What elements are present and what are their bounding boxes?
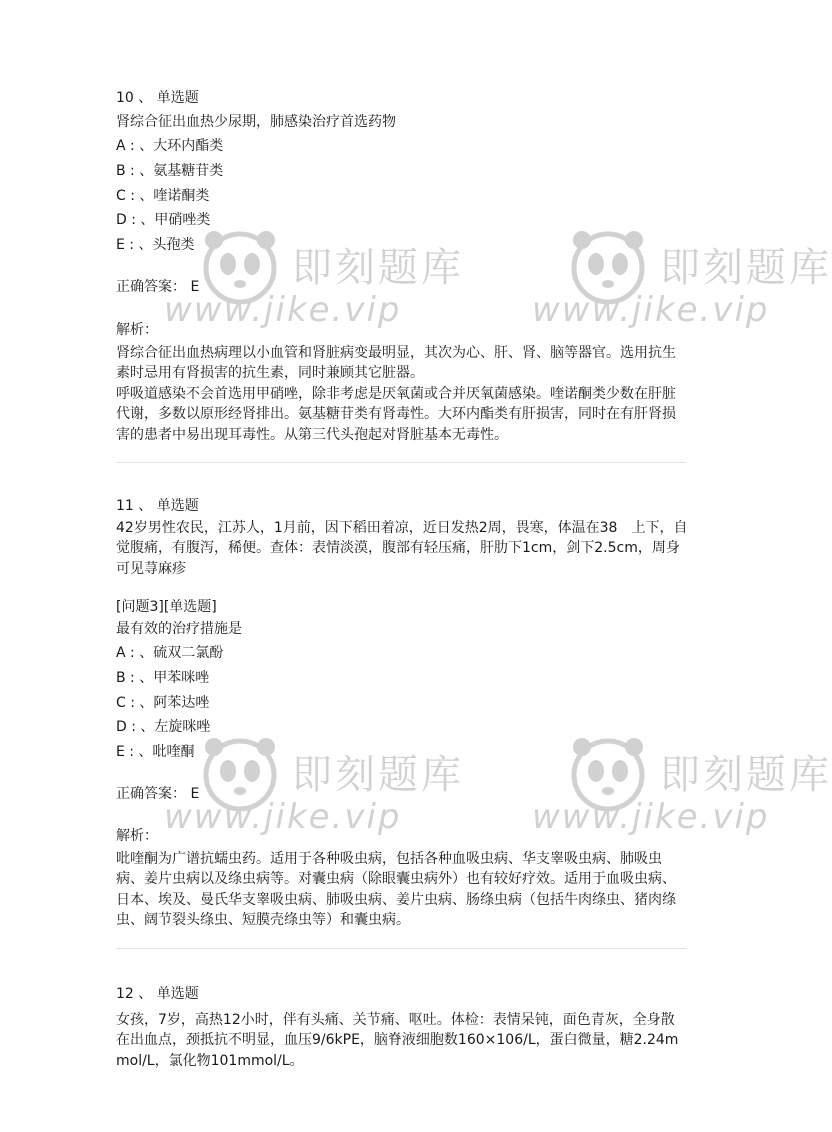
watermark-bottom-right xyxy=(532,735,832,855)
watermark-url: www.jike.vip xyxy=(532,797,770,837)
watermark-brand: 即刻题库 xyxy=(660,752,832,798)
sub-question-header: [问题3][单选题] xyxy=(116,599,217,615)
option-d: D : 、左旋咪唑 xyxy=(116,719,211,735)
case-description: 42岁男性农民，江苏人，1月前，因下稻田着凉，近日发热2周，畏寒，体温在38 上下，自觉腹痛，有腹泻，稀便。查体：表情淡漠，腹部有轻压痛，肝肋下1cm，剑下2.5cm，周身可见荨麻疹 xyxy=(116,520,688,577)
option-d: D : 、甲硝唑类 xyxy=(116,212,211,228)
correct-answer: 正确答案： E xyxy=(116,279,200,295)
option-a: A : 、硫双二氯酚 xyxy=(116,645,224,661)
question-divider xyxy=(116,462,686,463)
option-c: C : 、阿苯达唑 xyxy=(116,695,210,711)
watermark-brand: 即刻题库 xyxy=(660,245,832,291)
option-e: E : 、头孢类 xyxy=(116,237,195,253)
question-header: 12 、 单选题 xyxy=(116,986,199,1002)
question-header: 10 、 单选题 xyxy=(116,90,199,106)
watermark-top-left xyxy=(164,228,500,348)
watermark-brand: 即刻题库 xyxy=(292,245,464,291)
analysis-label: 解析： xyxy=(116,322,158,338)
panda-logo-icon xyxy=(568,735,648,815)
panda-logo-icon xyxy=(568,228,648,308)
option-c: C : 、喹诺酮类 xyxy=(116,188,210,204)
watermark-url: www.jike.vip xyxy=(164,797,402,837)
analysis-text-2: 呼吸道感染不会首选用甲硝唑，除非考虑是厌氧菌或合并厌氧菌感染。喹诺酮类少数在肝脏代谢，多数以原形经肾排出。氨基糖苷类有肾毒性。大环内酯类有肝损害，同时在有肝肾损害的患者中易出现耳毒性。从第三代头孢起对肾脏基本无毒性。 xyxy=(116,386,676,443)
option-b: B : 、氨基糖苷类 xyxy=(116,163,224,179)
panda-logo-icon xyxy=(200,228,280,308)
analysis-label: 解析： xyxy=(116,828,158,844)
case-description: 女孩，7岁，高热12小时，伴有头痛、关节痛、呕吐。体检：表情呆钝，面色青灰，全身散在出血点，颈抵抗不明显，血压9/6kPE，脑脊液细胞数160×106/L，蛋白微量，糖2.24mmol/L，氯化物101mmol/L。 xyxy=(116,1012,679,1069)
option-e: E : 、吡喹酮 xyxy=(116,744,195,760)
option-b: B : 、甲苯咪唑 xyxy=(116,670,210,686)
panda-logo-icon xyxy=(200,735,280,815)
watermark-brand: 即刻题库 xyxy=(292,752,464,798)
analysis-text: 吡喹酮为广谱抗蠕虫药。适用于各种吸虫病，包括各种血吸虫病、华支睾吸虫病、肺吸虫病、姜片虫病以及绦虫病等。对囊虫病（除眼囊虫病外）也有较好疗效。适用于血吸虫病、日本、埃及、曼氏华支睾吸虫病、肺吸虫病、姜片虫病、肠绦虫病（包括牛肉绦虫、猪肉绦虫、阔节裂头绦虫、短膜壳绦虫等）和囊虫病。 xyxy=(116,851,676,928)
watermark-url: www.jike.vip xyxy=(532,290,770,330)
question-stem: 肾综合征出血热少尿期，肺感染治疗首选药物 xyxy=(116,114,396,130)
question-header: 11 、 单选题 xyxy=(116,498,199,514)
watermark-bottom-left xyxy=(164,735,500,855)
watermark-top-right xyxy=(532,228,832,348)
watermark-url: www.jike.vip xyxy=(164,290,402,330)
question-stem: 最有效的治疗措施是 xyxy=(116,621,242,637)
correct-answer: 正确答案： E xyxy=(116,786,200,802)
option-a: A : 、大环内酯类 xyxy=(116,138,224,154)
question-divider xyxy=(116,948,686,949)
analysis-text: 肾综合征出血热病理以小血管和肾脏病变最明显，其次为心、肝、肾、脑等器官。选用抗生素时忌用有肾损害的抗生素，同时兼顾其它脏器。 xyxy=(116,345,676,382)
